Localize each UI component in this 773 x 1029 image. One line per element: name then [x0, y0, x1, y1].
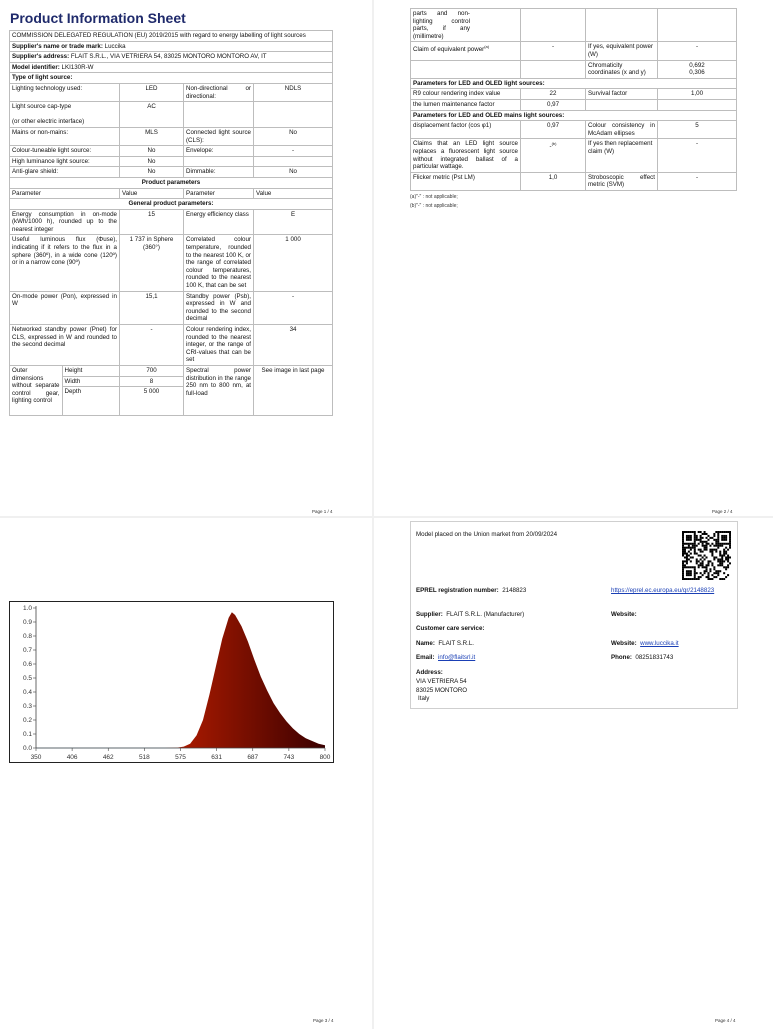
directional-label: Non-directional or directional:	[184, 83, 254, 101]
height-label: Height	[62, 366, 119, 376]
chroma-y: 0,306	[689, 69, 705, 77]
cap-value: AC	[120, 102, 184, 128]
dims-label: Outer dimensions without separate control gear, lighting control	[10, 366, 62, 415]
consistency-value: 5	[658, 121, 737, 139]
energy-value: 15	[120, 209, 184, 235]
col-parameter-1: Parameter	[10, 188, 120, 199]
highlum-label: High luminance light source:	[10, 156, 120, 167]
care-phone-row	[611, 654, 673, 661]
regulation-text: COMMISSION DELEGATED REGULATION (EU) 2019/2015 with regard to energy labelling of light sources	[10, 31, 333, 42]
y-tick-label: 0.3	[22, 703, 32, 711]
page-number-2: Page 2 / 4	[712, 509, 733, 514]
x-tick-label: 575	[175, 754, 186, 761]
netstandby-label: Networked standby power (Pnet) for CLS, expressed in W and rounded to the second decimal	[10, 325, 120, 366]
address-line-1: VIA VETRIERA 54	[416, 678, 467, 685]
address-line-3: Italy	[418, 695, 430, 702]
equiv-value: -	[521, 42, 586, 60]
envelope-value: -	[254, 146, 333, 157]
care-email-label: Email:	[416, 654, 435, 661]
qr-code-icon[interactable]	[682, 531, 731, 580]
x-tick-label: 462	[102, 754, 114, 761]
standby-label: Standby power (Psb), expressed in W and rounded to the second decimal	[184, 291, 254, 324]
claims-sup: (b)	[551, 141, 557, 147]
footnotes	[410, 193, 736, 211]
y-tick-label: 0.4	[22, 689, 32, 697]
care-name-label: Name:	[416, 640, 435, 647]
equiv-sup: (a)	[484, 44, 490, 50]
eprel-value: 2148823	[502, 587, 527, 594]
dims-cell	[10, 365, 120, 415]
tech-label: Lighting technology used:	[10, 83, 120, 101]
chroma-values	[658, 60, 737, 78]
tech-value: LED	[120, 83, 184, 101]
onpower-label: On-mode power (Pon), expressed in W	[10, 291, 120, 324]
supplier-row	[416, 611, 524, 618]
x-tick-label: 518	[138, 754, 150, 761]
replacement-label: If yes then replacement claim (W)	[586, 139, 658, 172]
envelope-label: Envelope:	[184, 146, 254, 157]
mains-label: Mains or non-mains:	[10, 127, 120, 145]
equiv-yes-value: -	[658, 42, 737, 60]
care-website-label: Website:	[611, 640, 637, 647]
col-value-2: Value	[254, 188, 333, 199]
col-parameter-2: Parameter	[184, 188, 254, 199]
led-header: Parameters for LED and OLED light sources:	[411, 78, 737, 89]
y-tick-label: 0.5	[22, 675, 32, 683]
r9-value: 22	[521, 89, 586, 100]
spectral-chart	[9, 601, 334, 763]
height-value: 700	[120, 366, 183, 377]
flux-label: Useful luminous flux (Φuse), indicating if it refers to the flux in a sphere (360º), in a wide cone (120º) or in a narrow cone (90º)	[10, 235, 120, 291]
supplier-name-value: Luccika	[104, 42, 126, 50]
y-tick-label: 0.0	[22, 745, 32, 753]
care-label: Customer care service:	[416, 625, 485, 632]
page-number-3: Page 3 / 4	[313, 1018, 334, 1023]
y-tick-label: 0.6	[22, 661, 32, 669]
equiv-label	[411, 42, 521, 60]
depth-value: 5 000	[143, 388, 160, 396]
supplier-address-label: Supplier's address:	[12, 53, 70, 61]
address-block	[416, 678, 467, 704]
care-website-link[interactable]: www.luccika.it	[640, 640, 679, 647]
spd-label: Spectral power distribution in the range 250 nm to 800 nm, at full-load	[184, 365, 254, 415]
note-b: (b)"-" : not applicable;	[410, 202, 458, 209]
width-value: 8	[120, 377, 183, 388]
model-row	[10, 62, 333, 73]
spectral-chart-svg	[10, 602, 333, 762]
disp-value: 0,97	[521, 121, 586, 139]
address-label: Address:	[416, 669, 443, 676]
mains-led-header: Parameters for LED and OLED mains light sources:	[411, 110, 737, 121]
supplier-name-label: Supplier's name or trade mark:	[12, 42, 103, 50]
eff-class-value: E	[254, 209, 333, 235]
care-name-row	[416, 640, 474, 647]
cap-label	[10, 102, 120, 128]
disp-label: displacement factor (cos φ1)	[411, 121, 521, 139]
market-text: Model placed on the Union market from 20/09/2024	[416, 531, 558, 538]
y-tick-label: 0.1	[22, 731, 32, 739]
model-value: LKI130R-W	[61, 63, 94, 71]
x-tick-label: 631	[211, 754, 223, 761]
col-value-1: Value	[120, 188, 184, 199]
mains-value: MLS	[120, 127, 184, 145]
sheet-title: Product Information Sheet	[10, 10, 186, 26]
model-label: Model identifier:	[12, 63, 60, 71]
eprel-link[interactable]: https://eprel.ec.europa.eu/qr/2148823	[611, 587, 715, 594]
y-tick-label: 0.7	[22, 647, 32, 655]
cct-value: 1 000	[254, 235, 333, 291]
survival-value: 1,00	[658, 89, 737, 100]
equiv-label-text: Claim of equivalent power	[413, 46, 485, 54]
cont-label: parts and non-lighting control parts, if any (millimetre)	[411, 9, 521, 42]
x-tick-label: 687	[247, 754, 259, 761]
onpower-value: 15,1	[120, 291, 184, 324]
directional-value: NDLS	[254, 83, 333, 101]
strobo-value: -	[658, 172, 737, 190]
tunable-value: No	[120, 146, 184, 157]
product-info-table	[9, 30, 333, 416]
width-label: Width	[62, 376, 119, 387]
survival-label: Survival factor	[586, 89, 658, 100]
energy-label: Energy consumption in on-mode (kWh/1000 h), rounded up to the nearest integer	[10, 209, 120, 235]
netstandby-value: -	[120, 325, 184, 366]
led-params-table	[410, 8, 737, 191]
page-2	[410, 8, 736, 211]
cri-value: 34	[254, 325, 333, 366]
antiglare-value: No	[120, 167, 184, 178]
cap-sub-text: (or other electric interface)	[12, 118, 85, 126]
spd-value: See image in last page	[254, 365, 333, 415]
cct-label: Correlated colour temperature, rounded to the nearest 100 K, or the range of correlated colour temperatures, rounded to the nearest 100 K, that can be set	[184, 235, 254, 291]
page-1	[9, 9, 332, 416]
antiglare-label: Anti-glare shield:	[10, 167, 120, 178]
flicker-value: 1,0	[521, 172, 586, 190]
y-tick-label: 0.9	[22, 619, 32, 627]
eprel-label: EPREL registration number:	[416, 587, 499, 594]
cls-label: Connected light source (CLS):	[184, 127, 254, 145]
replacement-value: -	[658, 139, 737, 172]
chroma-x: 0,692	[689, 61, 705, 69]
cap-label-text: Light source cap-type	[12, 103, 72, 111]
note-a: (a)"-" : not applicable;	[410, 193, 458, 200]
x-tick-label: 406	[66, 754, 78, 761]
flux-value: 1 737 in Sphere (360°)	[120, 235, 184, 291]
consistency-label: Colour consistency in McAdam ellipses	[586, 121, 658, 139]
equiv-yes-label: If yes, equivalent power (W)	[586, 42, 658, 60]
dimmable-label: Dimmable:	[184, 167, 254, 178]
spectrum-area	[36, 612, 325, 748]
page-4-eprel-box	[410, 521, 738, 709]
page-number-4: Page 4 / 4	[715, 1018, 736, 1023]
standby-value: -	[254, 291, 333, 324]
care-email-row	[416, 654, 475, 661]
claims-value-text: -	[549, 143, 552, 151]
dims-subtable	[10, 366, 119, 415]
website-label: Website:	[611, 611, 637, 618]
cri-label: Colour rendering index, rounded to the nearest integer, or the range of CRI-values that can be set	[184, 325, 254, 366]
x-tick-label: 743	[283, 754, 295, 761]
type-header: Type of light source:	[10, 73, 333, 84]
tunable-label: Colour-tuneable light source:	[10, 146, 120, 157]
chroma-label: Chromaticity coordinates (x and y)	[586, 60, 658, 78]
r9-label: R9 colour rendering index value	[411, 89, 521, 100]
dims-values-cell	[120, 365, 184, 415]
highlum-value: No	[120, 156, 184, 167]
strobo-label: Stroboscopic effect metric (SVM)	[586, 172, 658, 190]
flicker-label: Flicker metric (Pst LM)	[411, 172, 521, 190]
page-number-1: Page 1 / 4	[312, 509, 333, 514]
care-website-row	[611, 640, 679, 647]
product-params-header: Product parameters	[10, 177, 333, 188]
claims-label: Claims that an LED light source replaces a fluorescent light source without integrated ballast of a particular wattage.	[411, 139, 521, 172]
x-tick-label: 350	[30, 754, 42, 761]
cls-value: No	[254, 127, 333, 145]
supplier-value: FLAIT S.R.L. (Manufacturer)	[446, 611, 525, 618]
page-gutter-horizontal	[0, 516, 773, 518]
y-tick-label: 0.2	[22, 717, 32, 725]
care-phone-value: 08251831743	[635, 654, 674, 661]
care-name-value: FLAIT S.R.L.	[438, 640, 475, 647]
supplier-address-row	[10, 52, 333, 63]
maint-label: the lumen maintenance factor	[411, 99, 521, 110]
page-gutter-vertical	[372, 0, 374, 1029]
y-tick-label: 1.0	[22, 605, 32, 613]
general-header: General product parameters:	[10, 199, 333, 210]
eprel-link-wrap	[611, 587, 731, 594]
x-tick-label: 800	[319, 754, 331, 761]
claims-value	[521, 139, 586, 172]
eprel-row	[416, 587, 526, 594]
supplier-label: Supplier:	[416, 611, 443, 618]
depth-label: Depth	[64, 388, 82, 396]
supplier-name-row	[10, 41, 333, 52]
maint-value: 0,97	[521, 99, 586, 110]
supplier-address-value: FLAIT S.R.L., VIA VETRIERA 54, 83025 MONTORO MONTORO AV, IT	[70, 53, 267, 61]
care-phone-label: Phone:	[611, 654, 632, 661]
eff-class-label: Energy efficiency class	[184, 209, 254, 235]
y-tick-label: 0.8	[22, 633, 32, 641]
address-line-2: 83025 MONTORO	[416, 686, 468, 694]
dimmable-value: No	[254, 167, 333, 178]
care-email-link[interactable]: info@flaitsrl.it	[438, 654, 476, 661]
